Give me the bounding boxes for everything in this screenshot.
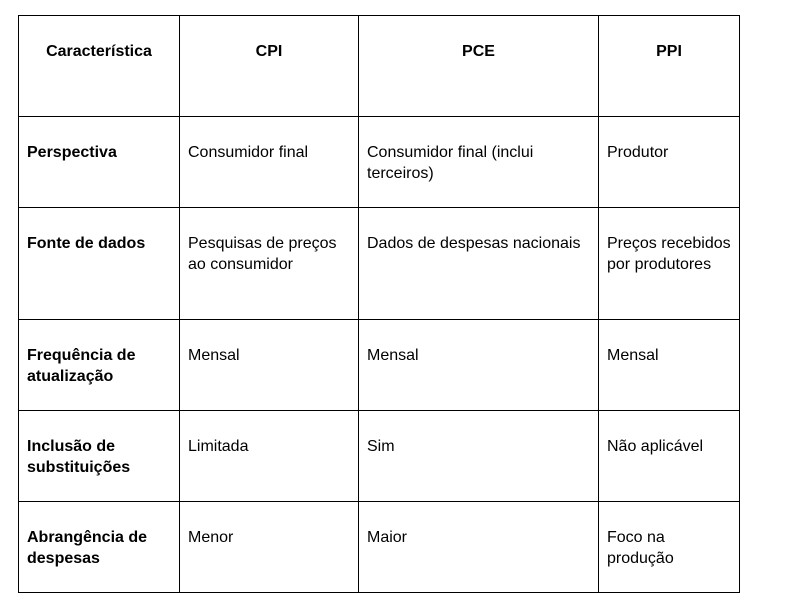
header-pce: PCE <box>359 16 599 117</box>
comparison-table <box>18 15 740 593</box>
table-cell: Consumidor final (inclui terceiros) <box>359 117 599 208</box>
table-cell: Menor <box>180 502 359 593</box>
row-label: Inclusão de substituições <box>19 411 180 502</box>
table-cell: Mensal <box>359 320 599 411</box>
table-cell: Mensal <box>180 320 359 411</box>
table-cell: Não aplicável <box>599 411 740 502</box>
table-header-row <box>19 16 740 117</box>
table-cell: Produtor <box>599 117 740 208</box>
row-label: Abrangência de despesas <box>19 502 180 593</box>
table-cell: Limitada <box>180 411 359 502</box>
header-caracteristica: Característica <box>19 16 180 117</box>
header-cpi: CPI <box>180 16 359 117</box>
table-cell: Foco na produção <box>599 502 740 593</box>
table-row <box>19 208 740 320</box>
row-label: Perspectiva <box>19 117 180 208</box>
row-label: Fonte de dados <box>19 208 180 320</box>
table-row <box>19 320 740 411</box>
table-cell: Maior <box>359 502 599 593</box>
table-cell: Dados de despesas nacionais <box>359 208 599 320</box>
header-ppi: PPI <box>599 16 740 117</box>
table-cell: Sim <box>359 411 599 502</box>
table-row <box>19 117 740 208</box>
table-cell: Mensal <box>599 320 740 411</box>
table-row <box>19 411 740 502</box>
table-row <box>19 502 740 593</box>
row-label: Frequência de atualização <box>19 320 180 411</box>
table-cell: Consumidor final <box>180 117 359 208</box>
table-cell: Pesquisas de preços ao consumidor <box>180 208 359 320</box>
table-cell: Preços recebidos por produtores <box>599 208 740 320</box>
